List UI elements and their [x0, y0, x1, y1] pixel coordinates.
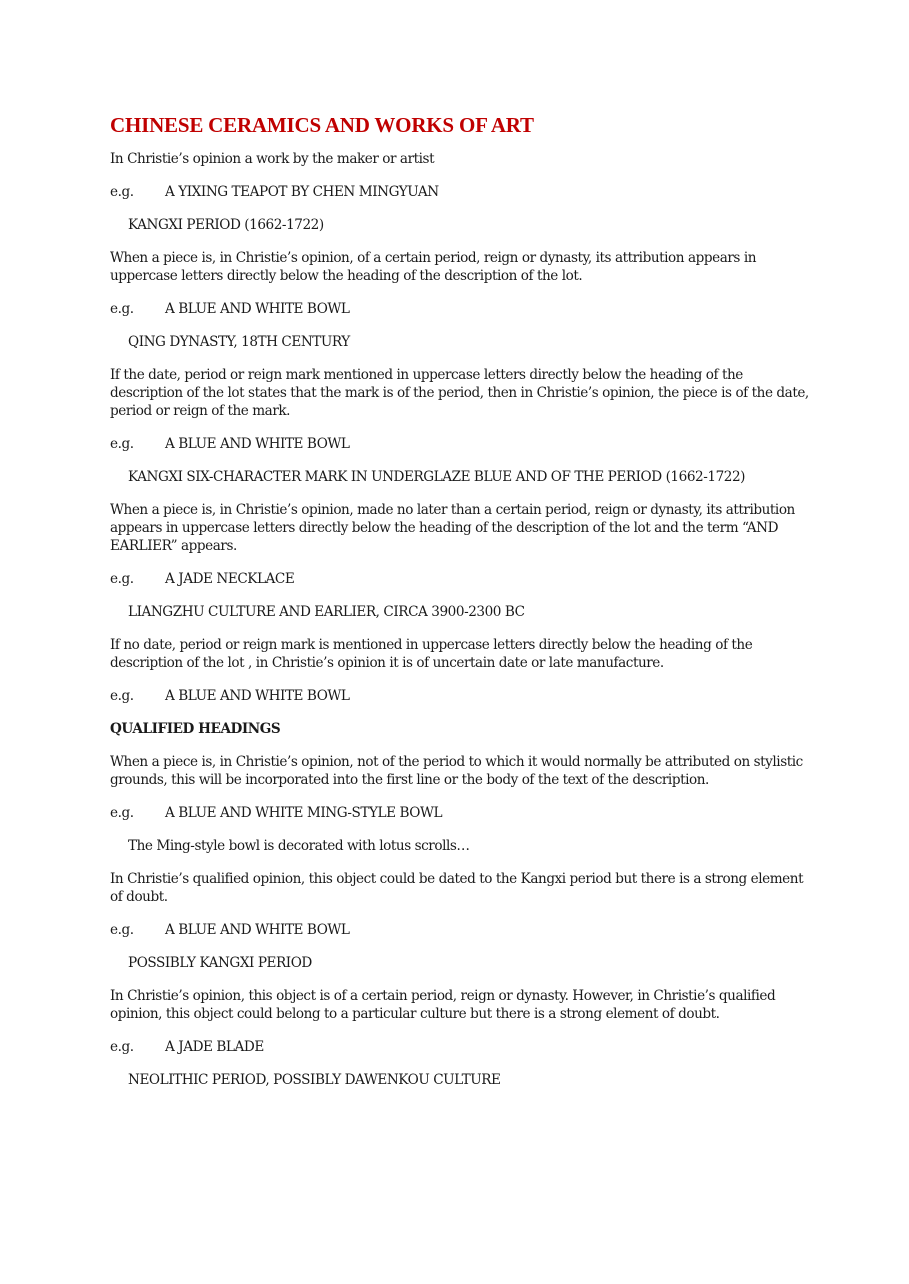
- example-6-sub: The Ming-style bowl is decorated with lotus scrolls…: [128, 838, 470, 854]
- example-3: [110, 435, 810, 453]
- example-8-sub: NEOLITHIC PERIOD, POSSIBLY DAWENKOU CULTURE: [128, 1072, 501, 1088]
- example-label: e.g.: [110, 688, 134, 704]
- example-6: [110, 804, 810, 822]
- paragraph-7: In Christie’s opinion, this object is of a certain period, reign or dynasty. However, in Christie’s qualified opinion, this object could belong to a particular culture but there is a strong element of doubt.: [110, 988, 776, 1022]
- example-1: [110, 183, 810, 201]
- document-title: CHINESE CERAMICS AND WORKS OF ART: [110, 113, 534, 137]
- example-2-sub: QING DYNASTY, 18TH CENTURY: [128, 334, 350, 350]
- example-item: A BLUE AND WHITE MING-STYLE BOWL: [165, 805, 443, 821]
- example-5: [110, 687, 810, 705]
- example-4-sub: LIANGZHU CULTURE AND EARLIER, CIRCA 3900-2300 BC: [128, 604, 525, 620]
- paragraph-3: When a piece is, in Christie’s opinion, made no later than a certain period, reign or dynasty, its attribution appears in uppercase letters directly below the heading of the description of the lot and the term “AND EARLIER” appears.: [110, 502, 795, 554]
- paragraph-1: When a piece is, in Christie’s opinion, of a certain period, reign or dynasty, its attribution appears in uppercase letters directly below the heading of the description of the lot.: [110, 250, 757, 284]
- example-1-sub: KANGXI PERIOD (1662-1722): [128, 217, 324, 233]
- example-label: e.g.: [110, 922, 134, 938]
- qualified-headings-title: QUALIFIED HEADINGS: [110, 721, 281, 737]
- example-7-sub: POSSIBLY KANGXI PERIOD: [128, 955, 312, 971]
- example-item: A YIXING TEAPOT BY CHEN MINGYUAN: [165, 184, 439, 200]
- example-2: [110, 300, 810, 318]
- example-label: e.g.: [110, 571, 134, 587]
- example-label: e.g.: [110, 1039, 134, 1055]
- example-label: e.g.: [110, 805, 134, 821]
- example-item: A BLUE AND WHITE BOWL: [165, 436, 350, 452]
- paragraph-6: In Christie’s qualified opinion, this object could be dated to the Kangxi period but there is a strong element of doubt.: [110, 871, 804, 905]
- example-item: A JADE BLADE: [165, 1039, 264, 1055]
- example-4: [110, 570, 810, 588]
- example-item: A BLUE AND WHITE BOWL: [165, 688, 350, 704]
- example-8: [110, 1038, 810, 1056]
- example-item: A BLUE AND WHITE BOWL: [165, 922, 350, 938]
- example-item: A BLUE AND WHITE BOWL: [165, 301, 350, 317]
- paragraph-5: When a piece is, in Christie’s opinion, not of the period to which it would normally be attributed on stylistic grounds, this will be incorporated into the first line or the body of the text of the description.: [110, 754, 803, 788]
- example-3-sub: KANGXI SIX-CHARACTER MARK IN UNDERGLAZE BLUE AND OF THE PERIOD (1662-1722): [128, 469, 746, 485]
- document-page: [110, 112, 810, 1104]
- example-item: A JADE NECKLACE: [165, 571, 295, 587]
- paragraph-2: If the date, period or reign mark mentioned in uppercase letters directly below the heading of the description of the lot states that the mark is of the period, then in Christie’s opinion, the piece is of the date, period or reign of the mark.: [110, 367, 809, 419]
- intro-paragraph: In Christie’s opinion a work by the maker or artist: [110, 151, 435, 167]
- example-label: e.g.: [110, 184, 134, 200]
- paragraph-4: If no date, period or reign mark is mentioned in uppercase letters directly below the heading of the description of the lot , in Christie’s opinion it is of uncertain date or late manufacture.: [110, 637, 753, 671]
- example-label: e.g.: [110, 436, 134, 452]
- example-label: e.g.: [110, 301, 134, 317]
- example-7: [110, 921, 810, 939]
